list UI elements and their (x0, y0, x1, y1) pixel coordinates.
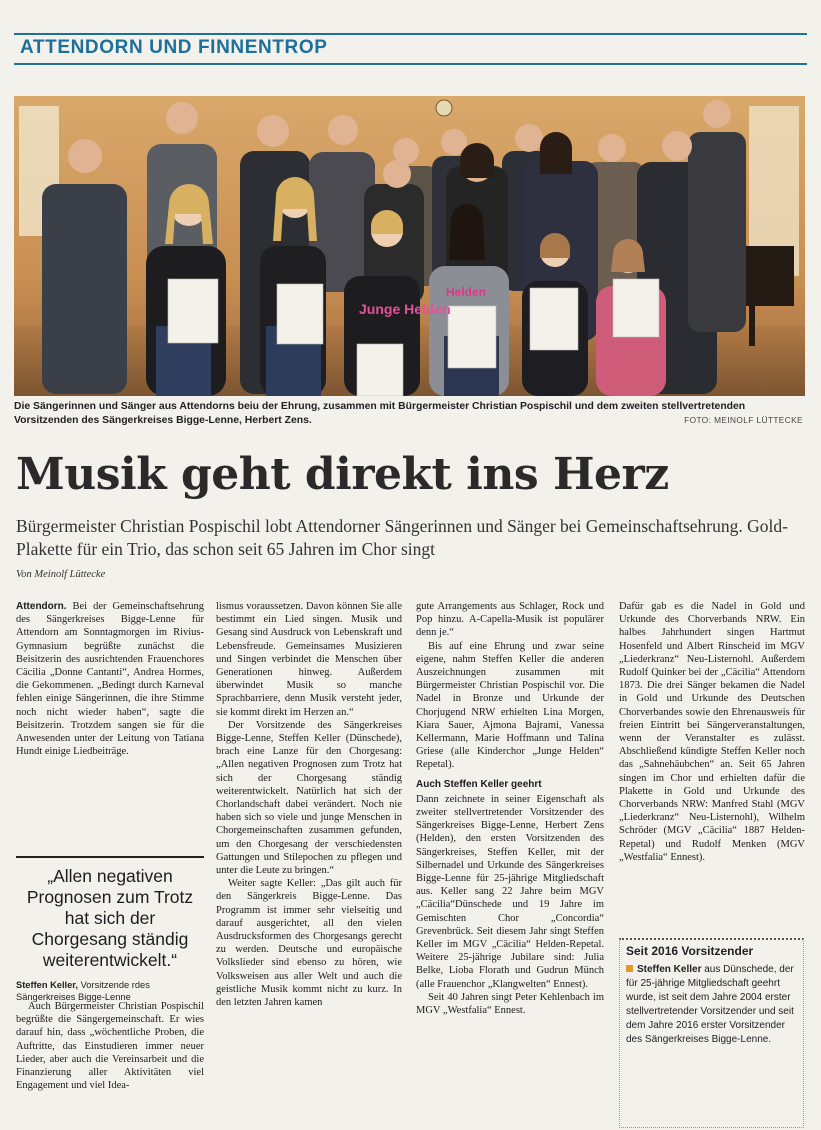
section-title: ATTENDORN UND FINNENTROP (20, 37, 328, 58)
photo-credit: FOTO: MEINOLF LÜTTECKE (684, 415, 803, 425)
article-column-2 (216, 600, 402, 1009)
section-header (14, 33, 807, 65)
group-photo (14, 96, 805, 396)
paragraph: Weiter sagte Keller: „Das gilt auch für den Sängerkreis Bigge-Lenne. Das Programm ist immer sehr vielseitig und darauf ausgerichtet, all den vielen Ausdrucksformen des Chorgesangs gerecht zu werden. Deutsche und europäische Volkslieder sind ebenso zu hören, wie Volksweisen aus aller Welt und auch die geistliche Musik kommt nicht zu kurz. In den letzten Jahren kamen (216, 878, 402, 1009)
bullet-square-icon (626, 965, 633, 972)
subheadline: Bürgermeister Christian Pospischil lobt Attendorner Sängerinnen und Sänger bei Gemeinschaftsehrung. Gold-Plakette für ein Trio, das schon seit 65 Jahren im Chor singt (16, 516, 788, 559)
article-column-3 (416, 600, 604, 1017)
quote-author: Steffen Keller, (16, 980, 79, 990)
subheading: Auch Steffen Keller geehrt (416, 778, 542, 790)
info-box-title: Seit 2016 Vorsitzender (626, 944, 754, 958)
article-column-1-lower (16, 1000, 204, 1092)
info-box-text: aus Dünschede, der für 25-jährige Mitgliedschaft geehrt wurde, ist seit dem Jahre 2004 erster stellvertretender Vorsitzender und seit dem Jahre 2016 erster Vorsitzender des Sängerkreises Bigge-Lenne. (626, 964, 794, 1045)
pull-quote-text: „Allen negativen Prognosen zum Trotz hat sich der Chorgesang ständig weiterentwickelt.“ (26, 866, 194, 970)
paragraph-text: Bei der Gemeinschaftsehrung des Sängerkreises Bigge-Lenne für Attendorn am Sonntagmorgen im Rivius-Gymnasium begrüßte zunächst die Beisitzerin des ausrichtenden Frauenchores Cäcilia „Donne Cantanti“, Andrea Hormes, die Gekommenen. „Bedingt durch Karneval fehlen einige Sängerinnen, die ihre Stimme noch nicht wieder haben“, sagte die Beisitzerin. Trotzdem sangen sie für die Anwesenden unter der Leitung von Tatiana Hundt einige Liedbeiträge. (16, 601, 204, 758)
paragraph: Bis auf eine Ehrung und zwar seine eigene, nahm Steffen Keller die anderen Auszeichnungen zusammen mit Bürgermeister Christian Pospischil vor. Die Nadel in Bronze und Urkunde der Chorjugend NRW erhielten Lina Morgen, Kiara Sauer, Ajmona Bajrami, Vanessa Kellermann, Marie Hoffmann und Talina Griese (alle Kinderchor „Junge Helden“ Repetal). (416, 640, 604, 771)
article-column-4 (619, 600, 805, 864)
info-box-body (626, 963, 797, 1047)
info-box-name: Steffen Keller (637, 964, 702, 975)
shirt-logo: Junge Helden (359, 301, 451, 317)
paragraph: Dafür gab es die Nadel in Gold und Urkunde des Chorverbands NRW. Ein halbes Jahrhundert singen Hartmut Hosenfeld und Albert Rinscheid im MGV „Liederkranz“ Neu-Listernohl. Außerdem Rudolf Quinker bei der „Cäcilia“ Attendorn 1873. Die drei Sänger bekamen die Nadel in Gold und Urkunde des Deutschen Chorverbandes sowie den Ehrenausweis für freien Eintritt bei Sängerveranstaltungen, wenn der Veranstalter es zulässt. Abschließend kündigte Steffen Keller noch das „Sahnehäubchen“ an. Seit 65 Jahren singen im Chor und erhielten dafür die Plakette in Gold und Urkunde des Chorverbands NRW: Manfred Stahl (MGV „Liederkranz“ Neu-Listernohl), Wilhelm Schröder (MGV „Cäcilia“ 1887 Helden-Repetal) und Rudolf Menken (MGV „Westfalia“ Ennest). (619, 601, 805, 863)
photo-caption: Die Sängerinnen und Sänger aus Attendorns beiu der Ehrung, zusammen mit Bürgermeister Christian Pospischil und dem zweiten stellvertretenden Vorsitzenden des Sängerkreises Bigge-Lenne, Herbert Zens. (14, 401, 746, 426)
paragraph: Auch Bürgermeister Christian Pospischil begrüßte die Sängergemeinschaft. Er wies darauf hin, dass „wöchentliche Proben, die Auftritte, das Einstudieren immer neuer Lieder, aber auch die Vereinsarbeit und die Finanzierung aller Aktivitäten viel Engagement und viel Idea- (16, 1001, 204, 1092)
paragraph: lismus voraussetzen. Davon können Sie alle bestimmt ein Lied singen. Musik und Gesang sind Ausdruck von Lebenskraft und Lebensfreude. Gemeinsames Musizieren und Singen verbindet die Menschen über Generationen hinweg. Außerdem überwindet Musik so manche Sprachbarriere, denn Musik versteht jeder, sie kommt direkt im Herzen an.“ (216, 601, 402, 718)
headline: Musik geht direkt ins Herz (16, 449, 669, 500)
byline: Von Meinolf Lüttecke (16, 569, 106, 580)
paragraph: Seit 40 Jahren singt Peter Kehlenbach im MGV „Westfalia“ Ennest. (416, 991, 604, 1017)
paragraph: Dann zeichnete in seiner Eigenschaft als zweiter stellvertretender Vorsitzender des Sängerkreises Bigge-Lenne, Herbert Zens (Helden), den ersten Vorsitzenden des Sängerkreises, Steffen Keller, mit der Silbernadel und Urkunde des Sängerkreises Bigge-Lenne für 25-jährige Mitgliedschaft aus. Keller sang 22 Jahre beim MGV „Cäcilia“Dünschede und 19 Jahre im Gemischten Chor „Concordia“ Grevenbrück. Seit diesem Jahr singt Steffen Keller im MGV „Cäcilia“ Helden-Repetal. Weitere 25-jährige Jubilare sind: Julia Belke, Lioba Florath und Gudrun Münch (alle Frauenchor „Klangwelten“ Ennest). (416, 793, 604, 990)
paragraph: Der Vorsitzende des Sängerkreises Bigge-Lenne, Steffen Keller (Dünschede), brach eine Lanze für den Chorgesang: „Allen negativen Prognosen zum Trotz hat sich der Chorgesang ständig weiterentwickelt. Natürlich hat sich der Chorlandschaft dabei verändert. Noch nie haben sich so viele und junge Menschen in Chorgemeinschaften zusammen gefunden, um den Chorgesang der verschiedensten Gattungen und Stilepochen zu pflegen und unter die Leute zu bringen.“ (216, 719, 402, 877)
info-box (619, 938, 804, 1128)
svg-text:Helden: Helden (446, 285, 487, 299)
paragraph (16, 600, 204, 758)
paragraph: gute Arrangements aus Schlager, Rock und Pop hinzu. A-Capella-Musik ist populärer denn je.“ (416, 601, 604, 639)
article-column-1 (16, 600, 204, 758)
pull-quote (16, 856, 204, 1003)
dateline: Attendorn. (16, 601, 67, 612)
quote-author-role: Vorsitzende rdes Sängerkreises Bigge-Lenne (16, 980, 150, 1002)
